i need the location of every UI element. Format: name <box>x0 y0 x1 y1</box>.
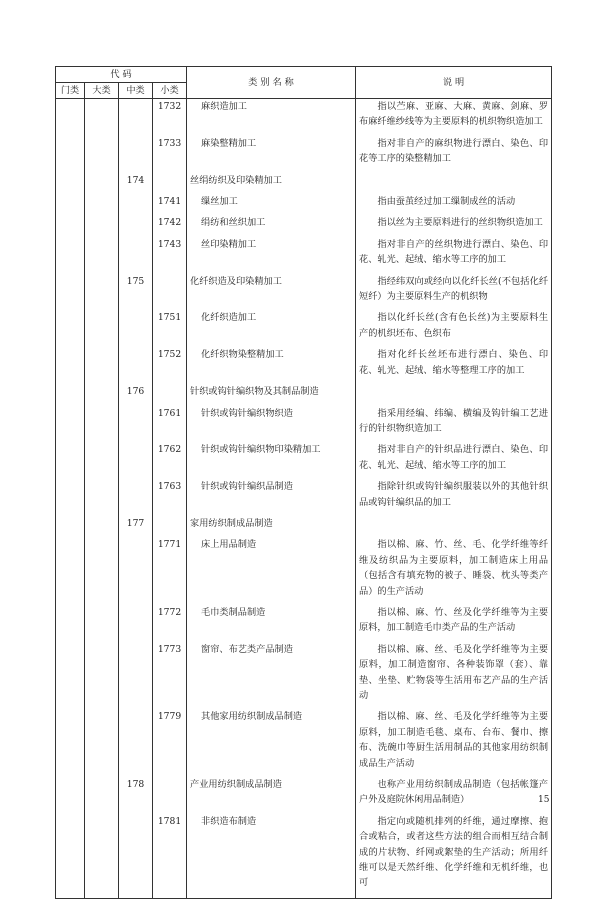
minor-code <box>153 173 187 188</box>
table-row <box>56 99 552 130</box>
table-row <box>56 237 552 268</box>
door-code <box>56 709 85 771</box>
table-row <box>56 537 552 599</box>
minor-code: 1751 <box>153 310 187 341</box>
table-row <box>56 173 552 188</box>
category-description: 指对非自产的针织品进行漂白、染色、印花、轧光、起绒、缩水等工序的加工 <box>356 442 552 473</box>
major-code <box>85 173 119 188</box>
category-name: 针织或钩针编织品制造 <box>187 479 356 510</box>
category-name: 针织或钩针编织物印染精加工 <box>187 442 356 473</box>
medium-code <box>119 99 153 130</box>
category-name: 针织或钩针编织物及其制品制造 <box>187 384 356 399</box>
major-code <box>85 442 119 473</box>
major-header: 大类 <box>85 83 119 99</box>
category-description: 也称产业用纺织制成品制造（包括帐篷产户外及庭院休闲用品制造） <box>356 777 552 808</box>
category-description: 指对非自产的麻织物进行漂白、染色、印花等工序的染整精加工 <box>356 136 552 167</box>
category-description <box>356 384 552 399</box>
table-row <box>56 136 552 167</box>
medium-code: 178 <box>119 777 153 808</box>
minor-code: 1779 <box>153 709 187 771</box>
minor-code: 1761 <box>153 406 187 437</box>
spacer-cell <box>85 891 119 899</box>
category-name: 麻织造加工 <box>187 99 356 130</box>
table-row <box>56 310 552 341</box>
medium-code <box>119 215 153 230</box>
door-code <box>56 384 85 399</box>
door-code <box>56 215 85 230</box>
minor-code <box>153 777 187 808</box>
door-code <box>56 777 85 808</box>
door-code <box>56 136 85 167</box>
major-code <box>85 814 119 891</box>
minor-code: 1762 <box>153 442 187 473</box>
medium-code <box>119 642 153 704</box>
category-description: 指以棉、麻、竹、丝、毛、化学纤维等纤维及纺织品为主要原料，加工制造床上用品（包括含有填充物的被子、睡袋、枕头等类产品）的生产活动 <box>356 537 552 599</box>
description-header: 说 明 <box>356 67 552 99</box>
door-code <box>56 274 85 305</box>
spacer-cell <box>356 891 552 899</box>
category-description: 指由蚕茧经过加工缫制成丝的活动 <box>356 194 552 209</box>
major-code <box>85 479 119 510</box>
medium-code <box>119 442 153 473</box>
medium-code <box>119 406 153 437</box>
category-description: 指以棉、麻、丝、毛及化学纤维等为主要原料，加工制造窗帘、各种装饰罩（套）、靠垫、坐垫、贮物袋等生活用布艺产品的生产活动 <box>356 642 552 704</box>
minor-code: 1763 <box>153 479 187 510</box>
medium-code <box>119 237 153 268</box>
page-number: 15 <box>538 795 550 805</box>
medium-code <box>119 605 153 636</box>
major-code <box>85 99 119 130</box>
minor-code: 1743 <box>153 237 187 268</box>
table-row <box>56 516 552 531</box>
table-bottom-spacer <box>56 891 552 899</box>
category-description: 指采用经编、纬编、横编及钩针编工艺进行的针织物织造加工 <box>356 406 552 437</box>
category-name: 化纤织造加工 <box>187 310 356 341</box>
table-row <box>56 479 552 510</box>
medium-code <box>119 479 153 510</box>
category-name: 化纤织物染整精加工 <box>187 347 356 378</box>
minor-code: 1773 <box>153 642 187 704</box>
category-name: 床上用品制造 <box>187 537 356 599</box>
category-description: 指对非自产的丝织物进行漂白、染色、印花、轧光、起绒、缩水等工序的加工 <box>356 237 552 268</box>
table-row <box>56 605 552 636</box>
door-code <box>56 516 85 531</box>
minor-code: 1741 <box>153 194 187 209</box>
minor-code <box>153 274 187 305</box>
spacer-cell <box>119 891 153 899</box>
major-code <box>85 347 119 378</box>
table-row <box>56 777 552 808</box>
major-code <box>85 709 119 771</box>
medium-code <box>119 136 153 167</box>
table-row <box>56 215 552 230</box>
spacer-cell <box>153 891 187 899</box>
door-code <box>56 237 85 268</box>
door-code <box>56 194 85 209</box>
category-name: 麻染整精加工 <box>187 136 356 167</box>
major-code <box>85 274 119 305</box>
spacer-cell <box>56 891 85 899</box>
major-code <box>85 406 119 437</box>
table-row <box>56 642 552 704</box>
category-description: 指除针织或钩针编织服装以外的其他针织品或钩针编织品的加工 <box>356 479 552 510</box>
door-code <box>56 642 85 704</box>
minor-header: 小类 <box>153 83 187 99</box>
minor-code: 1732 <box>153 99 187 130</box>
door-code <box>56 347 85 378</box>
medium-code <box>119 194 153 209</box>
category-description: 指以化纤长丝(含有色长丝)为主要原料生产的机织坯布、色织布 <box>356 310 552 341</box>
door-code <box>56 442 85 473</box>
category-description <box>356 516 552 531</box>
door-code <box>56 814 85 891</box>
medium-code <box>119 347 153 378</box>
medium-code <box>119 537 153 599</box>
medium-code <box>119 709 153 771</box>
category-name: 化纤织造及印染精加工 <box>187 274 356 305</box>
table-row <box>56 347 552 378</box>
industry-classification-table <box>55 66 552 899</box>
minor-code: 1742 <box>153 215 187 230</box>
door-code <box>56 479 85 510</box>
door-header: 门类 <box>56 83 85 99</box>
category-name: 针织或钩针编织物织造 <box>187 406 356 437</box>
category-name: 窗帘、布艺类产品制造 <box>187 642 356 704</box>
major-code <box>85 642 119 704</box>
door-code <box>56 406 85 437</box>
medium-code <box>119 814 153 891</box>
major-code <box>85 516 119 531</box>
category-name: 其他家用纺织制成品制造 <box>187 709 356 771</box>
major-code <box>85 194 119 209</box>
minor-code: 1772 <box>153 605 187 636</box>
door-code <box>56 537 85 599</box>
major-code <box>85 136 119 167</box>
table-row <box>56 406 552 437</box>
category-name-header: 类 别 名 称 <box>187 67 356 99</box>
medium-code: 175 <box>119 274 153 305</box>
major-code <box>85 537 119 599</box>
medium-code: 174 <box>119 173 153 188</box>
minor-code: 1781 <box>153 814 187 891</box>
minor-code: 1771 <box>153 537 187 599</box>
category-description <box>356 173 552 188</box>
category-name: 缫丝加工 <box>187 194 356 209</box>
major-code <box>85 310 119 341</box>
minor-code <box>153 384 187 399</box>
category-name: 家用纺织制成品制造 <box>187 516 356 531</box>
major-code <box>85 384 119 399</box>
category-name: 产业用纺织制成品制造 <box>187 777 356 808</box>
category-name: 毛巾类制品制造 <box>187 605 356 636</box>
table-row <box>56 384 552 399</box>
major-code <box>85 215 119 230</box>
door-code <box>56 605 85 636</box>
minor-code <box>153 516 187 531</box>
code-header: 代 码 <box>56 67 187 83</box>
medium-header: 中类 <box>119 83 153 99</box>
category-description: 指以苎麻、亚麻、大麻、黄麻、剑麻、罗布麻纤维纱线等为主要原料的机织物织造加工 <box>356 99 552 130</box>
category-name: 丝印染精加工 <box>187 237 356 268</box>
table-row <box>56 274 552 305</box>
table-row <box>56 709 552 771</box>
major-code <box>85 605 119 636</box>
category-name: 非织造布制造 <box>187 814 356 891</box>
spacer-cell <box>187 891 356 899</box>
medium-code <box>119 310 153 341</box>
table-row <box>56 442 552 473</box>
minor-code: 1752 <box>153 347 187 378</box>
door-code <box>56 173 85 188</box>
minor-code: 1733 <box>153 136 187 167</box>
category-description: 指对化纤长丝坯布进行漂白、染色、印花、轧光、起绒、缩水等整理工序的加工 <box>356 347 552 378</box>
category-description: 指以丝为主要原料进行的丝织物织造加工 <box>356 215 552 230</box>
major-code <box>85 777 119 808</box>
medium-code: 176 <box>119 384 153 399</box>
category-description: 指定向或随机排列的纤维，通过摩擦、抱合或粘合，或者这些方法的组合而相互结合制成的片状物、纤网或絮垫的生产活动；所用纤维可以是天然纤维、化学纤维和无机纤维，也可 <box>356 814 552 891</box>
medium-code: 177 <box>119 516 153 531</box>
major-code <box>85 237 119 268</box>
category-description: 指以棉、麻、竹、丝及化学纤维等为主要原料，加工制造毛巾类产品的生产活动 <box>356 605 552 636</box>
door-code <box>56 99 85 130</box>
category-name: 丝绢纺织及印染精加工 <box>187 173 356 188</box>
table-row <box>56 194 552 209</box>
category-description: 指经纬双向或经向以化纤长丝(不包括化纤短纤）为主要原料生产的机织物 <box>356 274 552 305</box>
table-body <box>56 99 552 899</box>
table-row <box>56 814 552 891</box>
category-description: 指以棉、麻、丝、毛及化学纤维等为主要原料，加工制造毛毯、桌布、台布、餐巾、擦布、洗碗巾等厨生活用制品的其他家用纺织制成品生产活动 <box>356 709 552 771</box>
category-name: 绢纺和丝织加工 <box>187 215 356 230</box>
door-code <box>56 310 85 341</box>
